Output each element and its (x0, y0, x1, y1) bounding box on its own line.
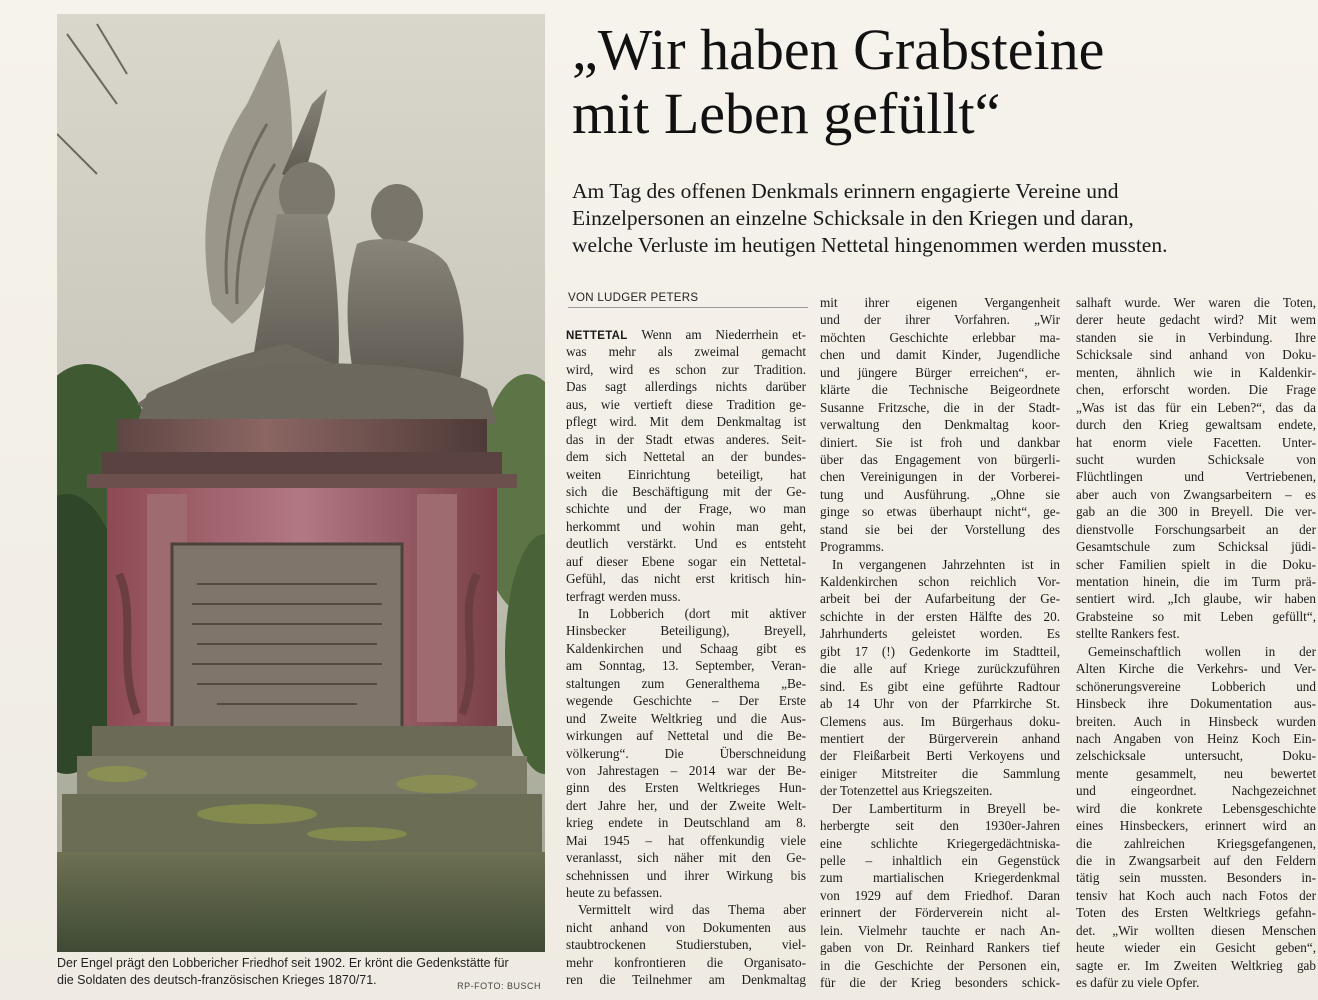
article-line: „Was ist das für ein Leben?“, das da (1076, 399, 1316, 415)
article-line: NETTETAL Wenn am Niederrhein et- (566, 327, 806, 342)
article-line: einiger Mitstreiter die Sammlung (820, 765, 1060, 781)
article-line: tätig sein mussten. Besonders in- (1076, 870, 1316, 886)
article-line: Jahrhunderts geleistet worden. Es (820, 626, 1060, 642)
article-line: chen und damit Kinder, Jugendliche (820, 347, 1060, 363)
article-line: ren die Teilnehmer am Denkmaltag (566, 972, 806, 988)
article-line: pelle – inhaltlich ein Gegenstück (820, 853, 1060, 868)
article-line: Gesamtschule zum Schicksal jüdi- (1076, 539, 1316, 555)
article-column-2 (820, 294, 1060, 992)
article-line: mit ihrer eigenen Vergangenheit (820, 295, 1060, 310)
article-line: ab 14 Uhr von der Pfarrkirche St. (820, 696, 1060, 712)
article-line: pflegt wird. Mit dem Denkmaltag ist (566, 414, 806, 430)
article-line: es dafür zu viele Opfer. (1076, 975, 1200, 991)
article-line: auf dieser Ebene sogar ein Nettetal- (566, 553, 806, 569)
article-line: möchten Geschichte erlebbar ma- (820, 329, 1060, 345)
article-line: der Fleißarbeit Berti Verkoyens und (820, 748, 1060, 764)
article-line: Das sagt allerdings nichts darüber (566, 379, 806, 395)
article-line: über das Engagement von bürgerli- (820, 451, 1060, 467)
article-line: der Totenzettel aus Kriegszeiten. (820, 783, 993, 799)
article-column-1 (566, 326, 806, 989)
article-line: und Zweite Weltkrieg und die Aus- (566, 710, 806, 726)
article-line: wegende Geschichte – Der Erste (566, 693, 806, 709)
article-line: sucht wurden Schicksale von (1076, 451, 1316, 467)
article-line: in die Geschichte der Personen ein, (820, 957, 1060, 973)
article-line: Clemens aus. Im Bürgerhaus doku- (820, 713, 1060, 729)
article-column-3 (1076, 294, 1316, 992)
article-line: weiten Einrichtung beteiligt, hat (566, 466, 806, 482)
article-line: salhaft wurde. Wer waren die Toten, (1076, 295, 1316, 310)
headline-line-1: „Wir haben Grabsteine (572, 17, 1105, 82)
article-line: det. „Wir wollten diesen Menschen (1076, 922, 1316, 938)
photo-credit: RP-FOTO: BUSCH (457, 981, 541, 991)
article-line: chen, erforscht worden. Die Frage (1076, 382, 1316, 398)
article-line: Vermittelt wird das Thema aber (578, 902, 806, 918)
article-line: die alle auf Kriege zurückzuführen (820, 661, 1060, 677)
article-line: In vergangenen Jahrzehnten ist in (832, 556, 1060, 572)
article-line: gaben von Dr. Reinhard Rankers tief (820, 940, 1060, 956)
article-line: In Lobberich (dort mit aktiver (578, 606, 806, 621)
article-line: aber auch von Zwangsarbeitern – es (1076, 486, 1316, 502)
article-line: schichte in der ersten Hälfte des 20. (820, 608, 1060, 624)
article-line: nach Angaben von Heinz Koch Ein- (1076, 730, 1316, 746)
subhead-line-2: Einzelpersonen an einzelne Schicksale in den Kriegen und daran, (572, 206, 1134, 230)
article-line: nicht anhand von Dokumenten aus (566, 919, 806, 935)
article-line: sagte er. Im Zweiten Weltkrieg gab (1076, 957, 1316, 973)
article-line: herbergte seit den 1930er-Jahren (820, 818, 1060, 834)
article-line: breiten. Auch in Hinsbeck wurden (1076, 713, 1316, 729)
article-line: mentation hinein, die im Turm prä- (1076, 574, 1316, 589)
article-line: stellte Rankers fest. (1076, 626, 1180, 642)
article-line: veranlasst, sich näher mit den Ge- (566, 850, 806, 866)
article-line: Grabsteine so mit Leben gefüllt“, (1076, 608, 1316, 624)
article-line: völkerung“. Die Überschneidung (566, 745, 806, 761)
article-line: krieg endete in Deutschland am 8. (566, 815, 806, 831)
article-line: schehnissen und ihrer Wirkung bis (566, 867, 806, 883)
article-line: Schicksale sind anhand von Doku- (1076, 347, 1316, 363)
article-line: Programms. (820, 539, 885, 555)
article-line: das in der Stadt etwas anderes. Seit- (566, 431, 806, 447)
subheadline (572, 178, 1312, 259)
article-line: Gemeinschaftlich wollen in der (1088, 643, 1316, 659)
article-line: und jüngere Bürger erreichen“, er- (820, 364, 1060, 380)
article-line: gab an die 300 in Breyell. Die ver- (1076, 504, 1316, 520)
article-line: Der Lambertiturm in Breyell be- (832, 800, 1060, 816)
article-line: lein. Vielmehr tauchte er nach An- (820, 922, 1060, 938)
article-line: dert Jahre her, und der Zweite Welt- (566, 797, 806, 813)
article-line: und eingeordnet. Nachgezeichnet (1076, 783, 1316, 799)
article-line: derer heute gedacht wird? Mit wem (1076, 312, 1316, 328)
article-line: erinnert der Förderverein nicht al- (820, 905, 1060, 921)
article-line: mente gesammelt, neu bewertet (1076, 765, 1316, 781)
article-line: standen sie in Verbindung. Ihre (1076, 329, 1316, 345)
article-line: arbeit bei der Aufarbeitung der Ge- (820, 591, 1060, 607)
article-line: klärte die Technische Beigeordnete (820, 382, 1060, 398)
article-line: staubtrockenen Studierstuben, viel- (566, 937, 806, 953)
subhead-line-3: welche Verluste im heutigen Nettetal hingenommen werden mussten. (572, 233, 1168, 257)
article-line: dem sich Nettetal an der bundes- (566, 449, 806, 465)
article-line: wirkungen auf Nettetal und die Be- (566, 728, 806, 744)
article-line: menten, ähnlich wie in Kaldenkir- (1076, 364, 1316, 380)
article-line: die zahlreichen Kriegsgefangenen, (1076, 835, 1316, 851)
caption-line-1: Der Engel prägt den Lobbericher Friedhof seit 1902. Er krönt die Gedenkstätte für (57, 956, 509, 970)
article-line: ginn des Ersten Weltkrieges Hun- (566, 780, 806, 796)
article-line: eines Hinsbeckers, erinnert wird an (1076, 818, 1316, 834)
article-line: chen Vereinigungen in der Vorberei- (820, 469, 1060, 485)
article-line: Gefühl, das nicht erst kritisch hin- (566, 571, 806, 587)
article-line: für die der Krieg besonders schick- (820, 975, 1060, 991)
article-line: durch den Krieg gewaltsam endete, (1076, 417, 1316, 433)
article-line: Flüchtlingen und Vertriebenen, (1076, 469, 1316, 485)
article-line: verwaltung den Denkmaltag koor- (820, 417, 1060, 433)
article-line: Alten Kirche die Verkehrs- und Ver- (1076, 661, 1316, 677)
article-line: heute zu befassen. (566, 885, 663, 900)
article-line: mehr konfrontieren die Organisato- (566, 954, 806, 970)
headline-line-2: mit Leben gefüllt“ (572, 81, 1001, 146)
monument-photo (57, 14, 545, 952)
article-line: Hinsbecker Beteiligung), Breyell, (566, 623, 806, 639)
article-line: zelschicksale untersucht, Doku- (1076, 748, 1316, 764)
article-line: Hinsbeck ihre Dokumentation aus- (1076, 696, 1316, 712)
article-line: scher Familien spielt in die Doku- (1076, 556, 1316, 572)
photo-caption (57, 955, 545, 995)
article-line: ginge so etwas überhaupt nicht“, ge- (820, 504, 1060, 520)
article-line: herkommt und wohin man geht, (566, 518, 806, 534)
article-line: Kaldenkirchen und Schaag gibt es (566, 640, 806, 656)
article-line: am Sonntag, 13. September, Veran- (566, 658, 806, 674)
article-line: dienstvolle Forschungsarbeit an der (1076, 521, 1316, 537)
article-line: sind. Es gibt eine geführte Radtour (820, 678, 1060, 694)
article-line: terfragt werden muss. (566, 588, 681, 604)
article-line: aus, wie vertieft diese Tradition ge- (566, 396, 806, 412)
article-line: von Jahrestagen – 2014 war der Be- (566, 762, 806, 778)
monument-illustration (57, 14, 545, 952)
article-line: wird, wird es schon zur Tradition. (566, 361, 806, 377)
article-line: die in Zwangsarbeit auf den Feldern (1076, 853, 1316, 868)
headline (572, 18, 1292, 146)
article-line: diniert. Sie ist froh und dankbar (820, 434, 1060, 450)
article-line: deutlich verstärkt. Und es entsteht (566, 536, 806, 552)
article-line: staltungen zum Generalthema „Be- (566, 675, 806, 691)
article-line: sich die Beschäftigung mit der Ge- (566, 483, 806, 499)
article-line: stand sie bei der Vorstellung des (820, 521, 1060, 537)
article-line: von 1929 auf dem Friedhof. Daran (820, 887, 1060, 903)
article-line: heute wieder ein Gesicht geben“, (1076, 940, 1316, 956)
article-line: zum martialischen Kriegerdenkmal (820, 870, 1060, 886)
article-line: tensiv hat Koch auch nach Fotos der (1076, 887, 1316, 903)
article-line: eine schlichte Kriegergedächtniska- (820, 835, 1060, 851)
byline: VON LUDGER PETERS (568, 292, 808, 308)
subhead-line-1: Am Tag des offenen Denkmals erinnern engagierte Vereine und (572, 179, 1119, 203)
dateline: NETTETAL (566, 330, 642, 342)
article-line: Toten des Ersten Weltkriegs gefahn- (1076, 905, 1316, 921)
article-line: und der ihrer Vorfahren. „Wir (820, 312, 1060, 328)
caption-line-2: die Soldaten des deutsch-französischen Krieges 1870/71. (57, 973, 377, 987)
article-line: Mai 1945 – hat offenkundig viele (566, 832, 806, 848)
article-line: schichte und der Frage, wo man (566, 501, 806, 517)
article-line: wird die konkrete Lebensgeschichte (1076, 800, 1316, 816)
article-line: tung und Ausführung. „Ohne sie (820, 486, 1060, 502)
article-line: hat enorm viele Facetten. Unter- (1076, 434, 1316, 450)
article-line: Susanne Fritzsche, die in der Stadt- (820, 399, 1060, 415)
article-line: was mehr als zweimal gemacht (566, 344, 806, 360)
article-line: Kaldenkirchen schon reichlich Vor- (820, 574, 1060, 589)
article-line: sentiert wird. „Ich glaube, wir haben (1076, 591, 1316, 607)
article-line: schönerungsvereine Lobberich und (1076, 678, 1316, 694)
article-line: gibt 17 (!) Gedenkorte im Stadtteil, (820, 643, 1060, 659)
article-line: mentiert der Bürgerverein anhand (820, 730, 1060, 746)
